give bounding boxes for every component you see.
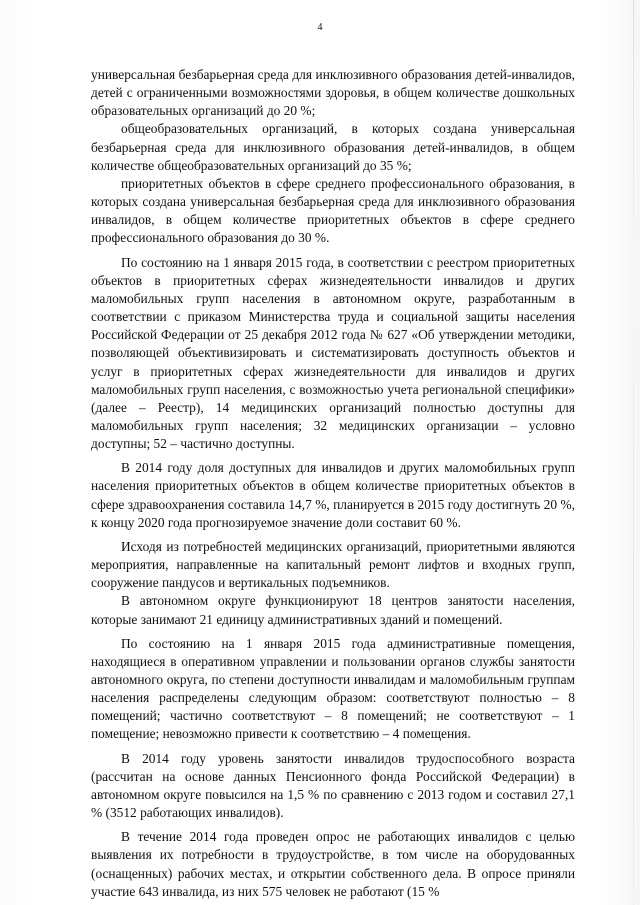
scan-edge-shadow (633, 0, 634, 905)
paragraph-employment-centers: В автономном округе функционируют 18 центров занятости населения, которые занимают 21 единицу административных зданий и помещений. (91, 593, 575, 627)
paragraph-general-education: общеобразовательных организаций, в которых создана универсальная безбарьерная среда для инклюзивного образования детей-инвалидов, в общем количестве общеобразовательных организаций до 35 %; (91, 121, 575, 173)
paragraph-employment-level: В 2014 году уровень занятости инвалидов трудоспособного возраста (рассчитан на основе данных Пенсионного фонда Российской Федерации) в автономном округе повысился на 1,5 % по сравнению с 2013 годом и составил 27,1 % (3512 работающих инвалидов). (91, 750, 575, 821)
document-body (91, 66, 575, 901)
paragraph-preschool: универсальная безбарьерная среда для инклюзивного образования детей-инвалидов, детей с ограниченными возможностями здоровья, в общем количестве дошкольных образовательных организаций до 20 %; (91, 67, 575, 119)
paragraph-healthcare-share: В 2014 году доля доступных для инвалидов и других маломобильных групп населения приоритетных объектов в общем количестве приоритетных объектов в сфере здравоохранения составила 14,7 %, планируется в 2015 году достигнуть 20 %, к концу 2020 года прогнозируемое значение доли составит 60 %. (91, 460, 575, 530)
page-number: 4 (317, 22, 323, 33)
paragraph-registry-status: По состоянию на 1 января 2015 года, в соответствии с реестром приоритетных объектов в приоритетных сферах жизнедеятельности инвалидов и других маломобильных групп населения в автономном округе, разработанным в соответствии с приказом Министерства труда и социальной защиты населения Российской Федерации от 25 декабря 2012 года № 627 «Об утверждении методики, позволяющей объективизировать и систематизировать доступность объектов и услуг в приоритетных сферах жизнедеятельности для инвалидов и других маломобильных групп населения, с возможностью учета региональной специфики» (далее – Реестр), 14 медицинских организаций полностью доступны для маломобильных групп населения; 32 медицинских организации – условно доступны; 52 – частично доступны. (91, 254, 575, 452)
paragraph-priority-measures: Исходя из потребностей медицинских организаций, приоритетными являются мероприятия, направленные на капитальный ремонт лифтов и входных групп, сооружение пандусов и вертикальных подъемников. (91, 538, 575, 591)
paragraph-vocational: приоритетных объектов в сфере среднего профессионального образования, в которых создана универсальная безбарьерная среда для инклюзивного образования инвалидов, в общем количестве приоритетных объектов в сфере среднего профессионального образования до 30 %. (91, 175, 575, 246)
paragraph-survey: В течение 2014 года проведен опрос не работающих инвалидов с целью выявления их потребности в трудоустройстве, в том числе на оборудованных (оснащенных) рабочих местах, и открытии собственного дела. В опросе приняли участие 643 инвалида, из них 575 человек не работают (15 % (91, 829, 575, 899)
paragraph-premises-accessibility: По состоянию на 1 января 2015 года административные помещения, находящиеся в оперативном управлении и пользовании органов службы занятости автономного округа, по степени доступности инвалидам и маломобильным группам населения распределены следующим образом: соответствуют полностью – 8 помещений; частично соответствуют – 8 помещений; не соответствуют – 1 помещение; невозможно привести к соответствию – 4 помещения. (91, 635, 575, 742)
